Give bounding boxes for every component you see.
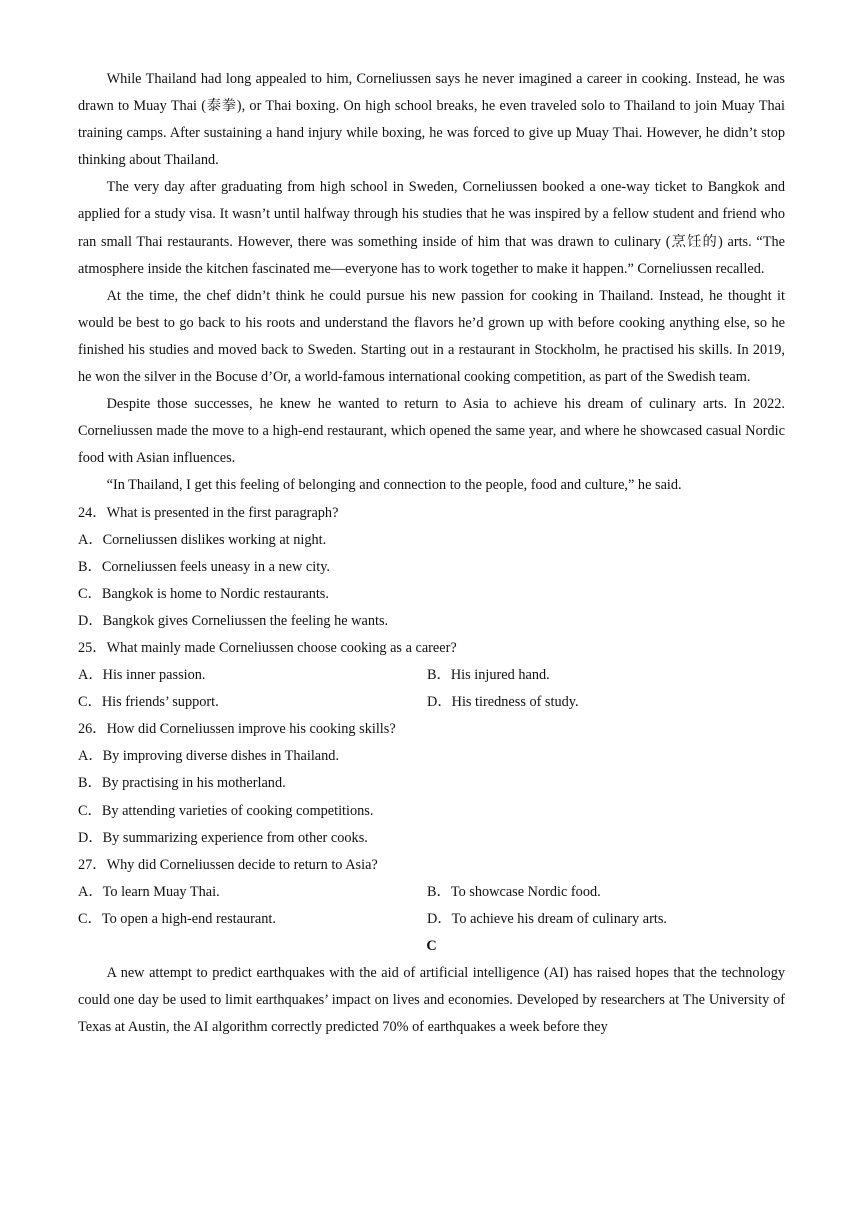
section-heading: C — [426, 938, 437, 954]
option-c: C．By attending varieties of cooking competitions. — [78, 802, 374, 819]
option-b: B．Corneliussen feels uneasy in a new city. — [78, 558, 330, 575]
question-stem: 26．How did Corneliussen improve his cooking skills? — [78, 721, 396, 738]
option-b: B．His injured hand. — [427, 667, 550, 684]
passage-b-paragraph-4: Despite those successes, he knew he wanted to return to Asia to achieve his dream of culinary arts. In 2022. Corneliussen made the move to a high-end restaurant, which opened the same year, and where he showcased casual Nordic food with Asian influences. — [78, 396, 785, 467]
question-stem: 24．What is presented in the first paragraph? — [78, 504, 339, 521]
option-d: D．Bangkok gives Corneliussen the feeling he wants. — [78, 612, 389, 629]
option-c: C．His friends’ support. — [78, 694, 219, 711]
passage-c-paragraph-1: A new attempt to predict earthquakes with the aid of artificial intelligence (AI) has raised hopes that the technology could one day be used to limit earthquakes’ impact on lives and economies. Developed by researchers at The University of Texas at Austin, the AI algorithm correctly predicted 70% of earthquakes a week before they — [78, 965, 785, 1036]
passage-b-paragraph-1: While Thailand had long appealed to him, Corneliussen says he never imagined a career in cooking. Instead, he was drawn to Muay Thai (泰拳), or Thai boxing. On high school breaks, he even traveled solo to Thailand to join Muay Thai training camps. After sustaining a hand injury while boxing, he was forced to give up Muay Thai. However, he didn’t stop thinking about Thailand. — [78, 71, 785, 169]
option-a: A．To learn Muay Thai. — [78, 883, 220, 900]
content-column — [78, 66, 785, 1041]
option-row — [78, 906, 785, 933]
option-row — [78, 662, 785, 689]
option-d: D．His tiredness of study. — [427, 694, 579, 711]
option-a: A．Corneliussen dislikes working at night. — [78, 531, 327, 548]
passage-b — [78, 66, 785, 500]
question-25 — [78, 635, 785, 716]
option-d: D．To achieve his dream of culinary arts. — [427, 910, 667, 927]
question-27 — [78, 852, 785, 933]
passage-b-paragraph-3: At the time, the chef didn’t think he could pursue his new passion for cooking in Thailand. Instead, he thought it would be best to go back to his roots and understand the flavors he’d grown up with before cooking anything else, so he finished his studies and moved back to Sweden. Starting out in a restaurant in Stockholm, he practised his skills. In 2019, he won the silver in the Bocuse d’Or, a world-famous international cooking competition, as part of the Swedish team. — [78, 287, 785, 386]
option-d: D．By summarizing experience from other cooks. — [78, 829, 368, 846]
question-26 — [78, 716, 785, 851]
option-b: B．To showcase Nordic food. — [427, 883, 601, 900]
question-24 — [78, 500, 785, 635]
option-a: A．His inner passion. — [78, 667, 206, 684]
question-stem: 25．What mainly made Corneliussen choose cooking as a career? — [78, 639, 457, 656]
passage-c — [78, 933, 785, 1041]
option-c: C．To open a high-end restaurant. — [78, 910, 276, 927]
option-a: A．By improving diverse dishes in Thailand. — [78, 748, 340, 765]
question-stem: 27．Why did Corneliussen decide to return to Asia? — [78, 856, 378, 873]
passage-b-paragraph-5: “In Thailand, I get this feeling of belonging and connection to the people, food and culture,” he said. — [106, 477, 682, 494]
option-row — [78, 689, 785, 716]
passage-b-paragraph-2: The very day after graduating from high school in Sweden, Corneliussen booked a one-way ticket to Bangkok and applied for a study visa. It wasn’t until halfway through his studies that he was inspired by a fellow student and friend who ran small Thai restaurants. However, there was something inside of him that was drawn to culinary (烹饪的) arts. “The atmosphere inside the kitchen fascinated me—everyone has to work together to make it happen.” Corneliussen recalled. — [78, 179, 785, 277]
option-c: C．Bangkok is home to Nordic restaurants. — [78, 585, 329, 602]
option-row — [78, 879, 785, 906]
option-b: B．By practising in his motherland. — [78, 775, 286, 792]
